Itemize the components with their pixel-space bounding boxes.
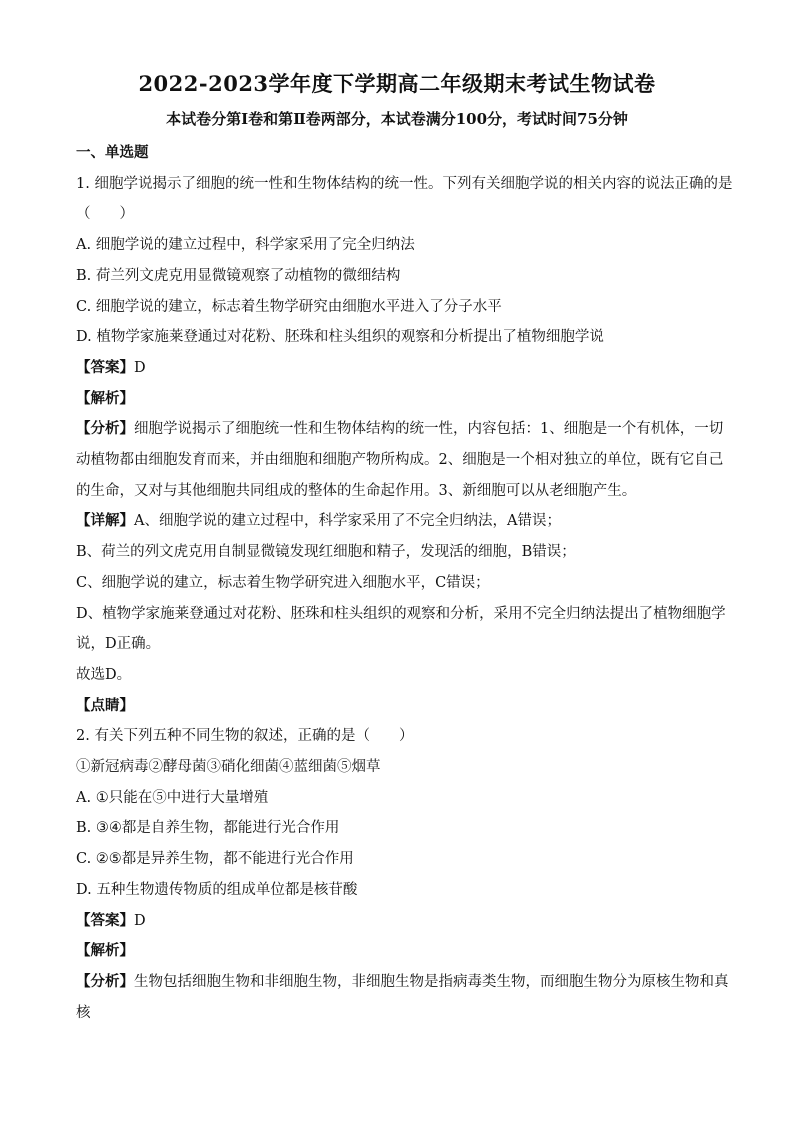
question-1-option-d: D. 植物学家施莱登通过对花粉、胚珠和柱头组织的观察和分析提出了植物细胞学说 xyxy=(76,329,604,346)
question-1-xiangjie-c: C、细胞学说的建立，标志着生物学研究进入细胞水平，C错误； xyxy=(76,574,490,591)
answer-tag: 【答案】 xyxy=(76,911,134,929)
question-1-dianjing-tag: 【点睛】 xyxy=(76,696,134,714)
fenxi-tag: 【分析】 xyxy=(76,972,134,990)
xiangjie-a: A、细胞学说的建立过程中，科学家采用了不完全归纳法，A错误； xyxy=(134,513,561,530)
exam-instructions: 本试卷分第Ⅰ卷和第Ⅱ卷两部分，本试卷满分100分，考试时间75分钟 xyxy=(166,110,628,128)
fenxi-tag: 【分析】 xyxy=(76,420,134,438)
question-2-analysis-tag: 【解析】 xyxy=(76,942,134,960)
question-2-fenxi xyxy=(76,967,736,1028)
question-1-option-c: C. 细胞学说的建立，标志着生物学研究由细胞水平进入了分子水平 xyxy=(76,298,502,315)
section-heading: 一、单选题 xyxy=(76,144,149,161)
question-1-xiangjie xyxy=(76,506,736,537)
question-1-xiangjie-d: D、植物学家施莱登通过对花粉、胚珠和柱头组织的观察和分析，采用不完全归纳法提出了植物细胞学说，D正确。 xyxy=(76,605,726,653)
question-1-stem xyxy=(76,169,736,230)
question-1-option-b: B. 荷兰列文虎克用显微镜观察了动植物的微细结构 xyxy=(76,267,401,284)
question-1-xiangjie-b: B、荷兰的列文虎克用自制显微镜发现红细胞和精子，发现活的细胞，B错误； xyxy=(76,544,576,561)
question-1-bracket: （ ） xyxy=(76,206,134,223)
answer-value: D xyxy=(134,359,146,376)
question-2-option-b: B. ③④都是自养生物，都能进行光合作用 xyxy=(76,820,340,837)
question-2-stem: 2. 有关下列五种不同生物的叙述，正确的是（ ） xyxy=(76,728,414,745)
question-1-stem-text: 1. 细胞学说揭示了细胞的统一性和生物体结构的统一性。下列有关细胞学说的相关内容的说法正确的是 xyxy=(76,175,733,192)
question-1-fenxi xyxy=(76,414,736,506)
question-1-conclusion: 故选D。 xyxy=(76,666,132,683)
question-1-option-a: A. 细胞学说的建立过程中，科学家采用了完全归纳法 xyxy=(76,237,415,254)
page-title: 2022-2023学年度下学期高二年级期末考试生物试卷 xyxy=(138,71,656,96)
question-2-option-d: D. 五种生物遗传物质的组成单位都是核苷酸 xyxy=(76,881,358,898)
question-2-option-c: C. ②⑤都是异养生物，都不能进行光合作用 xyxy=(76,851,354,868)
question-1-answer xyxy=(76,353,736,384)
xiangjie-tag: 【详解】 xyxy=(76,512,134,530)
question-2-option-a: A. ①只能在⑤中进行大量增殖 xyxy=(76,789,269,806)
question-2-answer xyxy=(76,906,736,937)
fenxi-text: 细胞学说揭示了细胞统一性和生物体结构的统一性，内容包括：1、细胞是一个有机体，一切动植物都由细胞发育而来，并由细胞和细胞产物所构成。2、细胞是一个相对独立的单位，既有它自己的生命，又对与其他细胞共同组成的整体的生命起作用。3、新细胞可以从老细胞产生。 xyxy=(76,421,724,499)
question-1-analysis-tag: 【解析】 xyxy=(76,389,134,407)
fenxi-text: 生物包括细胞生物和非细胞生物，非细胞生物是指病毒类生物，而细胞生物分为原核生物和真核 xyxy=(76,973,729,1021)
document-body xyxy=(76,138,736,1028)
answer-value: D xyxy=(134,912,146,929)
question-2-organisms: ①新冠病毒②酵母菌③硝化细菌④蓝细菌⑤烟草 xyxy=(76,759,381,776)
answer-tag: 【答案】 xyxy=(76,358,134,376)
